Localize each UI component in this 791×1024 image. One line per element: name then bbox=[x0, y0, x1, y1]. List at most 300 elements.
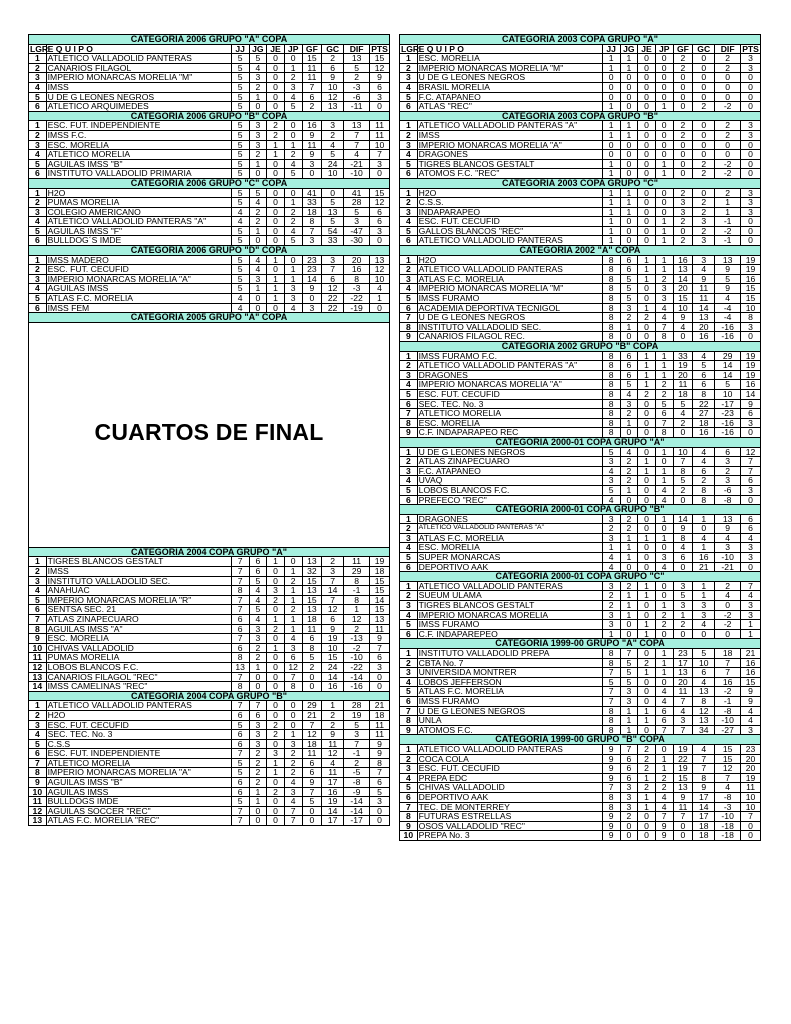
stat-cell: 2 bbox=[655, 610, 673, 620]
stat-cell: -8 bbox=[344, 778, 370, 788]
stat-cell: 16 bbox=[741, 668, 761, 678]
stat-cell: 2 bbox=[322, 720, 344, 730]
stat-cell: 11 bbox=[370, 730, 390, 740]
stat-cell: 2 bbox=[715, 130, 741, 140]
stat-cell: 6 bbox=[620, 370, 638, 380]
stat-cell: 19 bbox=[673, 764, 693, 774]
stat-cell: 2 bbox=[715, 63, 741, 73]
table-row bbox=[400, 466, 761, 476]
stat-cell: 3 bbox=[344, 730, 370, 740]
stat-cell: 1 bbox=[267, 643, 285, 653]
stat-cell: 1 bbox=[249, 662, 267, 672]
stat-cell: 2 bbox=[693, 198, 715, 208]
position-cell: 3 bbox=[400, 73, 418, 83]
stat-cell: 5 bbox=[322, 198, 344, 208]
stat-cell: 1 bbox=[620, 591, 638, 601]
stat-cell: 1 bbox=[655, 649, 673, 659]
stat-cell: 6 bbox=[231, 614, 249, 624]
team-name-cell: U DE G LEONES NEGROS bbox=[417, 447, 602, 457]
position-cell: 1 bbox=[29, 255, 47, 265]
stat-cell: 3 bbox=[741, 188, 761, 198]
stat-cell: 0 bbox=[620, 217, 638, 227]
stat-cell: -27 bbox=[715, 725, 741, 735]
stat-cell: 0 bbox=[602, 92, 620, 102]
section-title: CATEGORIA 2003 COPA GRUPO "C" bbox=[400, 178, 761, 188]
stat-cell: 0 bbox=[638, 428, 656, 438]
stat-cell: -16 bbox=[715, 428, 741, 438]
stat-cell: 0 bbox=[741, 102, 761, 112]
position-cell: 4 bbox=[400, 380, 418, 390]
stat-cell: 0 bbox=[638, 226, 656, 236]
team-name-cell: LOBOS BLANCOS F.C. bbox=[417, 485, 602, 495]
stat-cell: 1 bbox=[655, 351, 673, 361]
stat-cell: 1 bbox=[741, 629, 761, 639]
stat-cell: -16 bbox=[344, 682, 370, 692]
stat-cell: 0 bbox=[302, 682, 322, 692]
stat-cell: 16 bbox=[741, 658, 761, 668]
stat-cell: 8 bbox=[602, 322, 620, 332]
stat-cell: 3 bbox=[370, 662, 390, 672]
stat-cell: 1 bbox=[655, 668, 673, 678]
position-cell: 13 bbox=[29, 672, 47, 682]
stat-cell: 5 bbox=[249, 576, 267, 586]
stat-cell: 15 bbox=[370, 188, 390, 198]
stat-cell: 5 bbox=[231, 159, 249, 169]
position-cell: 1 bbox=[400, 649, 418, 659]
stat-cell: 33 bbox=[322, 236, 344, 246]
position-cell: 4 bbox=[29, 82, 47, 92]
position-cell: 7 bbox=[400, 802, 418, 812]
stat-cell: 7 bbox=[370, 768, 390, 778]
position-cell: 3 bbox=[400, 140, 418, 150]
stat-cell: 8 bbox=[602, 389, 620, 399]
table-row bbox=[29, 816, 390, 826]
stat-cell: 0 bbox=[370, 303, 390, 313]
team-name-cell: UNIVERSIDA MONTRER bbox=[417, 668, 602, 678]
stat-cell: 16 bbox=[715, 677, 741, 687]
team-name-cell: U DE G LEONES NEGROS bbox=[46, 92, 231, 102]
stat-cell: 3 bbox=[741, 198, 761, 208]
stat-cell: 1 bbox=[638, 533, 656, 543]
stat-cell: 0 bbox=[673, 831, 693, 841]
stat-cell: 5 bbox=[620, 668, 638, 678]
table-row bbox=[400, 601, 761, 611]
stat-cell: 0 bbox=[741, 150, 761, 160]
column-header: JP bbox=[284, 44, 302, 54]
stat-cell: 0 bbox=[620, 495, 638, 505]
stat-cell: 3 bbox=[602, 610, 620, 620]
stat-cell: 0 bbox=[655, 130, 673, 140]
stat-cell: 1 bbox=[344, 605, 370, 615]
stat-cell: 0 bbox=[673, 150, 693, 160]
position-cell: 2 bbox=[400, 130, 418, 140]
stat-cell: 0 bbox=[638, 543, 656, 553]
stat-cell: 3 bbox=[673, 601, 693, 611]
stat-cell: 7 bbox=[741, 457, 761, 467]
stat-cell: 2 bbox=[673, 217, 693, 227]
stat-cell: 0 bbox=[655, 188, 673, 198]
stat-cell: 9 bbox=[322, 624, 344, 634]
stat-cell: 0 bbox=[620, 73, 638, 83]
stat-cell: 13 bbox=[322, 207, 344, 217]
stat-cell: 0 bbox=[693, 63, 715, 73]
team-name-cell: H2O bbox=[417, 255, 602, 265]
stat-cell: 0 bbox=[302, 169, 322, 179]
stat-cell: -2 bbox=[715, 159, 741, 169]
stat-cell: 20 bbox=[741, 764, 761, 774]
stat-cell: 0 bbox=[715, 92, 741, 102]
stat-cell: 1 bbox=[620, 207, 638, 217]
table-row bbox=[400, 313, 761, 323]
table-row bbox=[29, 54, 390, 64]
stat-cell: 2 bbox=[284, 207, 302, 217]
stat-cell: 16 bbox=[344, 265, 370, 275]
stat-cell: 12 bbox=[322, 749, 344, 759]
stat-cell: 28 bbox=[344, 198, 370, 208]
position-cell: 8 bbox=[400, 812, 418, 822]
position-cell: 5 bbox=[29, 739, 47, 749]
stat-cell: 20 bbox=[673, 370, 693, 380]
stat-cell: 13 bbox=[302, 605, 322, 615]
stat-cell: 0 bbox=[638, 562, 656, 572]
stat-cell: 3 bbox=[655, 284, 673, 294]
stat-cell: 4 bbox=[602, 466, 620, 476]
table-row bbox=[400, 812, 761, 822]
stat-cell: 3 bbox=[249, 634, 267, 644]
stat-cell: 0 bbox=[638, 294, 656, 304]
stat-cell: 5 bbox=[620, 658, 638, 668]
stat-cell: 15 bbox=[370, 576, 390, 586]
position-cell: 1 bbox=[29, 188, 47, 198]
table-row bbox=[29, 198, 390, 208]
table-row bbox=[400, 514, 761, 524]
stat-cell: 7 bbox=[284, 806, 302, 816]
table-row bbox=[400, 130, 761, 140]
stat-cell: 33 bbox=[673, 351, 693, 361]
stat-cell: 2 bbox=[620, 581, 638, 591]
stat-cell: 9 bbox=[715, 265, 741, 275]
stat-cell: -21 bbox=[344, 159, 370, 169]
position-cell: 2 bbox=[29, 710, 47, 720]
stat-cell: 7 bbox=[741, 812, 761, 822]
stat-cell: 3 bbox=[693, 601, 715, 611]
table-row bbox=[29, 710, 390, 720]
position-cell: 5 bbox=[400, 226, 418, 236]
team-name-cell: IMSS bbox=[417, 130, 602, 140]
stat-cell: 5 bbox=[715, 274, 741, 284]
stat-cell: 2 bbox=[249, 150, 267, 160]
stat-cell: 9 bbox=[741, 696, 761, 706]
position-cell: 2 bbox=[400, 265, 418, 275]
position-cell: 6 bbox=[400, 169, 418, 179]
stat-cell: 0 bbox=[322, 188, 344, 198]
stat-cell: 2 bbox=[344, 758, 370, 768]
stat-cell: 0 bbox=[715, 601, 741, 611]
table-row bbox=[400, 361, 761, 371]
stat-cell: 1 bbox=[655, 658, 673, 668]
stat-cell: 10 bbox=[741, 802, 761, 812]
stat-cell: 0 bbox=[602, 73, 620, 83]
table-row bbox=[29, 586, 390, 596]
stat-cell: 0 bbox=[638, 610, 656, 620]
stat-cell: 0 bbox=[693, 140, 715, 150]
stat-cell: 13 bbox=[673, 783, 693, 793]
stat-cell: 0 bbox=[620, 620, 638, 630]
stat-cell: 1 bbox=[602, 217, 620, 227]
position-cell: 11 bbox=[29, 797, 47, 807]
section-title-row bbox=[400, 437, 761, 447]
stat-cell: 7 bbox=[620, 744, 638, 754]
stat-cell: 4 bbox=[231, 217, 249, 227]
table-row bbox=[400, 294, 761, 304]
stat-cell: 7 bbox=[231, 576, 249, 586]
position-cell: 5 bbox=[400, 92, 418, 102]
stat-cell: 1 bbox=[693, 543, 715, 553]
stat-cell: 4 bbox=[741, 706, 761, 716]
stat-cell: 9 bbox=[602, 821, 620, 831]
team-name-cell: ATOMOS F.C. bbox=[417, 725, 602, 735]
stat-cell: 6 bbox=[370, 82, 390, 92]
team-name-cell: SUPER MONARCAS bbox=[417, 553, 602, 563]
team-name-cell: ESC. MORELIA bbox=[417, 543, 602, 553]
stat-cell: 7 bbox=[322, 576, 344, 586]
stat-cell: 0 bbox=[638, 447, 656, 457]
stat-cell: 0 bbox=[620, 629, 638, 639]
stat-cell: -6 bbox=[715, 485, 741, 495]
stat-cell: 17 bbox=[693, 792, 715, 802]
stat-cell: 8 bbox=[284, 682, 302, 692]
stat-cell: 4 bbox=[715, 294, 741, 304]
stat-cell: 0 bbox=[693, 130, 715, 140]
position-cell: 8 bbox=[400, 418, 418, 428]
position-cell: 6 bbox=[400, 303, 418, 313]
position-cell: 13 bbox=[29, 816, 47, 826]
stat-cell: 0 bbox=[715, 82, 741, 92]
stat-cell: 12 bbox=[322, 284, 344, 294]
team-name-cell: H2O bbox=[417, 188, 602, 198]
stat-cell: 5 bbox=[231, 198, 249, 208]
stat-cell: 11 bbox=[693, 294, 715, 304]
stat-cell: 3 bbox=[715, 476, 741, 486]
position-cell: 4 bbox=[400, 150, 418, 160]
stat-cell: 12 bbox=[370, 198, 390, 208]
stat-cell: 4 bbox=[231, 303, 249, 313]
table-row bbox=[29, 749, 390, 759]
stat-cell: 0 bbox=[370, 169, 390, 179]
stat-cell: 29 bbox=[344, 567, 370, 577]
stat-cell: 3 bbox=[673, 716, 693, 726]
stat-cell: 10 bbox=[673, 447, 693, 457]
stat-cell: 4 bbox=[620, 389, 638, 399]
stat-cell: 1 bbox=[638, 802, 656, 812]
stat-cell: 3 bbox=[284, 643, 302, 653]
stat-cell: 0 bbox=[249, 169, 267, 179]
table-row bbox=[29, 567, 390, 577]
position-cell: 1 bbox=[400, 188, 418, 198]
stat-cell: 2 bbox=[267, 720, 285, 730]
stat-cell: 1 bbox=[249, 797, 267, 807]
table-row bbox=[400, 649, 761, 659]
stat-cell: 6 bbox=[620, 764, 638, 774]
column-header: GC bbox=[693, 44, 715, 54]
stat-cell: -19 bbox=[344, 303, 370, 313]
section-title: CATEGORIA 2003 COPA GRUPO "A" bbox=[400, 35, 761, 45]
stat-cell: 3 bbox=[620, 687, 638, 697]
table-row bbox=[29, 557, 390, 567]
position-cell: 7 bbox=[29, 758, 47, 768]
stat-cell: 15 bbox=[302, 54, 322, 64]
stat-cell: 8 bbox=[302, 217, 322, 227]
stat-cell: 1 bbox=[655, 533, 673, 543]
stat-cell: 1 bbox=[638, 668, 656, 678]
table-row bbox=[29, 169, 390, 179]
stat-cell: 11 bbox=[693, 284, 715, 294]
stat-cell: 6 bbox=[322, 63, 344, 73]
position-cell: 6 bbox=[400, 792, 418, 802]
team-name-cell: GALLOS BLANCOS "REC" bbox=[417, 226, 602, 236]
stat-cell: 0 bbox=[267, 605, 285, 615]
stat-cell: 0 bbox=[741, 226, 761, 236]
stat-cell: 0 bbox=[267, 682, 285, 692]
stat-cell: 5 bbox=[231, 226, 249, 236]
stat-cell: 0 bbox=[638, 130, 656, 140]
stat-cell: 0 bbox=[284, 188, 302, 198]
stat-cell: 5 bbox=[231, 102, 249, 112]
stat-cell: 5 bbox=[620, 274, 638, 284]
position-cell: 3 bbox=[400, 533, 418, 543]
stat-cell: 0 bbox=[741, 428, 761, 438]
blank-section-cell bbox=[29, 322, 390, 547]
stat-cell: 2 bbox=[693, 169, 715, 179]
stat-cell: 5 bbox=[231, 63, 249, 73]
team-name-cell: CHIVAS VALLADOLID bbox=[46, 643, 231, 653]
stat-cell: 1 bbox=[655, 226, 673, 236]
stat-cell: 8 bbox=[602, 802, 620, 812]
stat-cell: 16 bbox=[693, 428, 715, 438]
stat-cell: 3 bbox=[741, 725, 761, 735]
stat-cell: 5 bbox=[231, 140, 249, 150]
stat-cell: 0 bbox=[602, 140, 620, 150]
stat-cell: 0 bbox=[638, 399, 656, 409]
stat-cell: -16 bbox=[715, 322, 741, 332]
stat-cell: 2 bbox=[638, 764, 656, 774]
stat-cell: 0 bbox=[284, 720, 302, 730]
stat-cell: -13 bbox=[344, 634, 370, 644]
stat-cell: 19 bbox=[322, 797, 344, 807]
stat-cell: 1 bbox=[602, 629, 620, 639]
stat-cell: 11 bbox=[302, 624, 322, 634]
stat-cell: -8 bbox=[715, 495, 741, 505]
stat-cell: 0 bbox=[673, 169, 693, 179]
stat-cell: 0 bbox=[638, 82, 656, 92]
stat-cell: 0 bbox=[715, 150, 741, 160]
stat-cell: 5 bbox=[620, 380, 638, 390]
stat-cell: 11 bbox=[370, 720, 390, 730]
stat-cell: 19 bbox=[741, 370, 761, 380]
stat-cell: 12 bbox=[344, 614, 370, 624]
stat-cell: 4 bbox=[693, 447, 715, 457]
stat-cell: 11 bbox=[741, 783, 761, 793]
stat-cell: 19 bbox=[370, 557, 390, 567]
stat-cell: 3 bbox=[715, 543, 741, 553]
stat-cell: 0 bbox=[638, 495, 656, 505]
stat-cell: 3 bbox=[370, 159, 390, 169]
position-cell: 3 bbox=[29, 576, 47, 586]
stat-cell: 8 bbox=[602, 265, 620, 275]
stat-cell: 1 bbox=[267, 255, 285, 265]
position-cell: 3 bbox=[29, 140, 47, 150]
stat-cell: 0 bbox=[638, 217, 656, 227]
stat-cell: 13 bbox=[322, 102, 344, 112]
position-cell: 3 bbox=[400, 668, 418, 678]
stat-cell: 1 bbox=[655, 514, 673, 524]
stat-cell: 7 bbox=[231, 634, 249, 644]
stat-cell: -8 bbox=[715, 792, 741, 802]
stat-cell: 6 bbox=[715, 447, 741, 457]
stat-cell: 3 bbox=[602, 457, 620, 467]
stat-cell: 2 bbox=[655, 389, 673, 399]
stat-cell: 0 bbox=[302, 816, 322, 826]
position-cell: 4 bbox=[29, 217, 47, 227]
stat-cell: 1 bbox=[620, 533, 638, 543]
team-name-cell: ATLETICO VALLADOLID PANTERAS "A" bbox=[46, 217, 231, 227]
stat-cell: 19 bbox=[741, 265, 761, 275]
stat-cell: 7 bbox=[620, 649, 638, 659]
column-header: JE bbox=[638, 44, 656, 54]
stat-cell: 5 bbox=[370, 787, 390, 797]
table-row bbox=[29, 130, 390, 140]
stat-cell: 6 bbox=[284, 653, 302, 663]
table-row bbox=[400, 476, 761, 486]
stat-cell: 7 bbox=[322, 595, 344, 605]
stat-cell: 1 bbox=[322, 701, 344, 711]
stat-cell: 2 bbox=[638, 658, 656, 668]
stat-cell: 0 bbox=[249, 294, 267, 304]
stat-cell: 0 bbox=[655, 92, 673, 102]
stat-cell: 2 bbox=[620, 457, 638, 467]
stat-cell: 4 bbox=[284, 159, 302, 169]
stat-cell: 18 bbox=[693, 821, 715, 831]
stat-cell: 0 bbox=[638, 198, 656, 208]
stat-cell: 8 bbox=[602, 313, 620, 323]
table-row bbox=[400, 102, 761, 112]
stat-cell: 19 bbox=[741, 351, 761, 361]
stat-cell: 6 bbox=[370, 653, 390, 663]
stat-cell: 0 bbox=[693, 188, 715, 198]
stat-cell: 3 bbox=[284, 787, 302, 797]
stat-cell: 5 bbox=[322, 150, 344, 160]
stat-cell: 0 bbox=[741, 562, 761, 572]
stat-cell: 1 bbox=[715, 198, 741, 208]
stat-cell: 1 bbox=[693, 514, 715, 524]
section-title: CATEGORIA 2006 GRUPO "A" COPA bbox=[29, 35, 390, 45]
stat-cell: 1 bbox=[284, 624, 302, 634]
stat-cell: 7 bbox=[231, 605, 249, 615]
stat-cell: 6 bbox=[322, 614, 344, 624]
stat-cell: 0 bbox=[267, 662, 285, 672]
stat-cell: 1 bbox=[715, 207, 741, 217]
stat-cell: 3 bbox=[284, 294, 302, 304]
stat-cell: 12 bbox=[741, 447, 761, 457]
stat-cell: 5 bbox=[231, 255, 249, 265]
position-cell: 2 bbox=[400, 198, 418, 208]
stat-cell: 1 bbox=[602, 226, 620, 236]
stat-cell: 5 bbox=[231, 274, 249, 284]
stat-cell: 17 bbox=[322, 816, 344, 826]
stat-cell: 1 bbox=[602, 159, 620, 169]
stat-cell: 0 bbox=[620, 236, 638, 246]
table-row bbox=[400, 428, 761, 438]
